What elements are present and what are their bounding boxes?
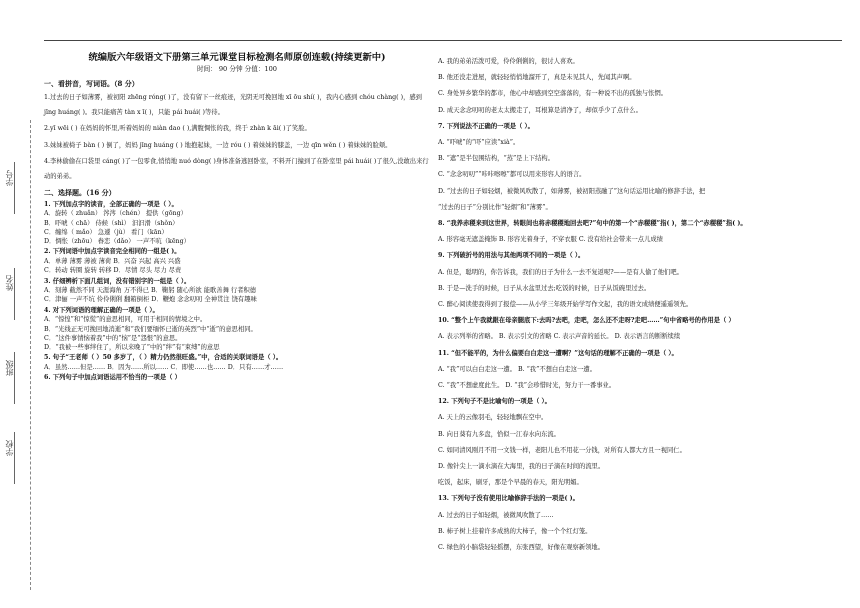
answer-option: A．“惊惶”和“惊慌”的意思相同，可用于相同的情境之中。 — [44, 316, 207, 324]
text-line: C. 如同清风刚月不用一文钱一样，老阳儿也不用花一分钱，对所有人都大方且一视同仁。 — [438, 446, 686, 454]
right-column — [438, 54, 838, 556]
text-line: A. “吓唬”的“吓”应读“xià”。 — [438, 139, 520, 147]
section-heading: 二、选择题。（16 分） — [44, 188, 116, 198]
margin-label-class: 班级 — [5, 360, 14, 376]
text-line: B. 向日葵有九多盘，恰似一江春水向东流。 — [438, 430, 560, 438]
answer-option: C．“这件事情恼着我”中的“恼”是“怨恨”的意思。 — [44, 334, 182, 342]
left-column — [44, 50, 430, 384]
fill-in-item: 3.妹妹被椅子 bàn ( ) 倒了，妈妈 jīng huáng ( ) 地抱起妹，一边 róu ( ) 着妹妹的膝盖，一边 qīn wěn ( ) 着妹妹的脸颊。 — [44, 141, 392, 149]
text-line: “过去的日子”分别比作“轻烟”和“薄雾”。 — [438, 203, 552, 211]
answer-option: A．刻薄 截然不同 天涯海角 万不得已 B．鞠躬 随心所欲 能歌善舞 行者积德 — [44, 287, 257, 295]
top-rule — [44, 40, 842, 41]
margin-fill-line — [14, 432, 15, 484]
margin-fill-line — [14, 352, 15, 404]
question-stem: 10. “整个上午我就跟在母亲腿底下:去吗?去吧，走吧，怎么还不走呀?走吧……”句中省略号的作用是（ ） — [438, 317, 735, 325]
question-stem: 5. 句子“王老师（ ）50 多岁了，（ ）精力仍然很旺盛。”中，合适的关联词语是（ ）。 — [44, 354, 283, 362]
margin-fill-line — [14, 162, 15, 214]
answer-option: A．虽然……但是…… B．因为……所以…… C．即使……也…… D．只有……才…… — [44, 363, 284, 371]
answer-option: A．单薄 薄雾 薄被 薄荷 B．兴奋 兴起 高兴 兴盛 — [44, 257, 181, 265]
exam-time-score: 时间： 90 分钟 分值：100 — [196, 65, 277, 74]
text-line: A. 我的弟弟活泼可爱，伶伶俐俐的，很讨人喜欢。 — [438, 58, 579, 65]
question-stem: 7. 下列说法不正确的一项是（ ）。 — [438, 122, 534, 130]
text-line: B. 于是—洗手的时候，日子从水盆里过去;吃饭的时候，日子从饭碗里过去。 — [438, 284, 651, 292]
text-line: C. “念念叨叨”“咔咔嚓嚓”都可以用来形容人的语言。 — [438, 171, 586, 179]
text-line: A. 天上的云像羽毛，轻轻地飘在空中。 — [438, 414, 548, 422]
text-line: A. 表示列举的省略。 B. 表示引文的省略 C. 表示声音的延长。 D. 表示语言的断断续续 — [438, 333, 681, 341]
margin-label-name: 姓名 — [5, 275, 14, 291]
question-stem: 8. “我养赤稷来到这世界，转眼间也将赤稷稷地回去吧?”句中的第一个“赤稷稷”指( )，第二个“赤稷稷”指( )。 — [438, 220, 747, 228]
question-stem: 12. 下列句子不是比喻句的一项是（ ）。 — [438, 398, 551, 406]
answer-option: B．“光线正无可挽回地消逝”和“我们要缅怀已逝的英烈”中“逝”的意思相同。 — [44, 325, 257, 333]
answer-option: B．吓唬（ chā） 侍候（shì） 汩汩滑（shǒn） — [44, 219, 179, 227]
text-line: A. 但是，聪明的，你告诉我，我们的日子为什么一去不复返呢?——是有人偷了他们吧。 — [438, 268, 683, 276]
text-line: B. 他还没走进屋，就轻轻悄悄地溜开了，真是未见其人，先闻其声啊。 — [438, 74, 636, 82]
binding-dashed-line — [30, 120, 31, 590]
margin-fill-line — [14, 268, 15, 320]
text-line: B. “遮”是半包围结构，“蒸”是上下结构。 — [438, 155, 554, 163]
text-line: 吃饭，起床，刷牙，那是个早晨的春天，阳光明媚。 — [438, 479, 583, 487]
question-stem: 4. 对下列词语的理解正确的一项是（ ）。 — [44, 306, 159, 314]
answer-option: C．缠绵（ mǎo） 急遽（jù） 看门（kān） — [44, 228, 168, 236]
text-line: D. 成天念念叨叨的老太太搬走了，耳根算是清净了，却似乎少了点什么。 — [438, 106, 643, 114]
binding-margin — [0, 120, 36, 590]
answer-option: C．津俪 一声不坑 伶伶俐俐 翻箱倒柜 D．鞭炮 念念叨叨 全神贯注 饶有趣味 — [44, 296, 257, 304]
answer-option: D．惆怅（zhōu） 眷恋（dǎo） 一声不吭（kēng） — [44, 237, 190, 245]
text-line: C. 醉心阅读使我得到了报偿——从小学三年级开始学写作文起，我的语文成绩便遥遥领先。 — [438, 301, 693, 309]
fill-in-item: 4.李林偷偷在口袋里 cáng( )了一包零食,悄悄地 nuó dòng( )身体准备逃回卧室，不料开门撞到了在卧室里 pái huái( )了很久,没敢出来行动的弟弟。 — [44, 158, 429, 180]
margin-label-school: 学校 — [5, 440, 14, 456]
exam-title: 统编版六年级语文下册第三单元课堂目标检测名师原创连载(持续更新中) — [88, 52, 386, 63]
answer-option: A．旋转（ zhuǎn） 涔涔（chén） 提供（gōng） — [44, 210, 187, 218]
question-stem: 3. 仔细辨析下面几组词，没有错别字的一组是（ ）。 — [44, 277, 191, 285]
text-line: D. “过去的日子如轻烟，被微风吹散了，如薄雾，被初阳蒸融了”这句话运用比喻的修辞手法，把 — [438, 187, 706, 195]
text-line: C. “我”不想虚度此生。 D. “我”会珍惜时光，努力干一番事业。 — [438, 382, 616, 390]
margin-label-student-id: 学号 — [5, 170, 14, 186]
question-stem: 6. 下列句子中加点词语运用不恰当的一项是（ ） — [44, 374, 181, 382]
fill-in-item: 1.过去的日子如薄雾，被初阳 zhēng róng( )了，没有留下一丝痕迹，光阴无可挽回地 xī ōu shí( )，我内心感到 chóu chàng( )，感到 jīng huáng( )。我只能痛苦 tàn x ī( )，只能 pái huái( )等待。 — [44, 94, 422, 116]
question-stem: 9. 下列破折号的用法与其他两项不同的一项是（ ）。 — [438, 252, 585, 260]
question-stem: 13. 下列句子没有使用比喻修辞手法的一项是( )。 — [438, 495, 579, 503]
answer-option: C．转动 转圈 旋转 转移 D．尽情 尽头 尽力 尽责 — [44, 267, 182, 275]
question-stem: 11. “但不能平的，为什么偏要白白走这一遭啊？”这句话的理解不正确的一项是（ ）。 — [438, 349, 678, 357]
question-stem: 2. 下列词语中加点字读音完全相同的一组是( )。 — [44, 248, 181, 256]
section-heading: 一、看拼音，写词语。（8 分） — [44, 79, 139, 89]
text-line: C. 身处异乡繁华的都市，他心中却感到空空落落的，有一种说不出的孤独与怅惘。 — [438, 90, 667, 98]
answer-option: D．“我被一些事绊住了，所以来晚了”中的“绊”有“束缚”的意思 — [44, 343, 220, 351]
text-line: A. 形容毫无遮盖掩饰 B. 形容光着身子，不穿衣服 C. 没有给社会带来一点儿成绩 — [438, 236, 663, 244]
fill-in-item: 2.yī wēi ( ) 在妈妈的怀里,听着妈妈的 niàn dao ( ),满腹惆怅的我，终于 zhàn k āi( )了笑脸。 — [44, 125, 311, 133]
text-line: C. 绿色的小脑袋轻轻摇摆，东张西望，好像在观察新领地。 — [438, 544, 605, 552]
text-line: A. “我”可以白白走这一遭。 B. “我”不想白白走这一遭。 — [438, 365, 596, 373]
text-line: D. 像针尖上一滴水滴在大海里，我的日子滴在时间的流里。 — [438, 463, 605, 471]
text-line: A. 过去的日子如轻烟，被微风吹散了…… — [438, 511, 554, 519]
question-stem: 1. 下列加点字的读音，全部正确的一项是（ ）。 — [44, 200, 178, 208]
text-line: B. 柿子树上挂着许多成熟的大柿子，像一个个红灯笼。 — [438, 527, 592, 535]
